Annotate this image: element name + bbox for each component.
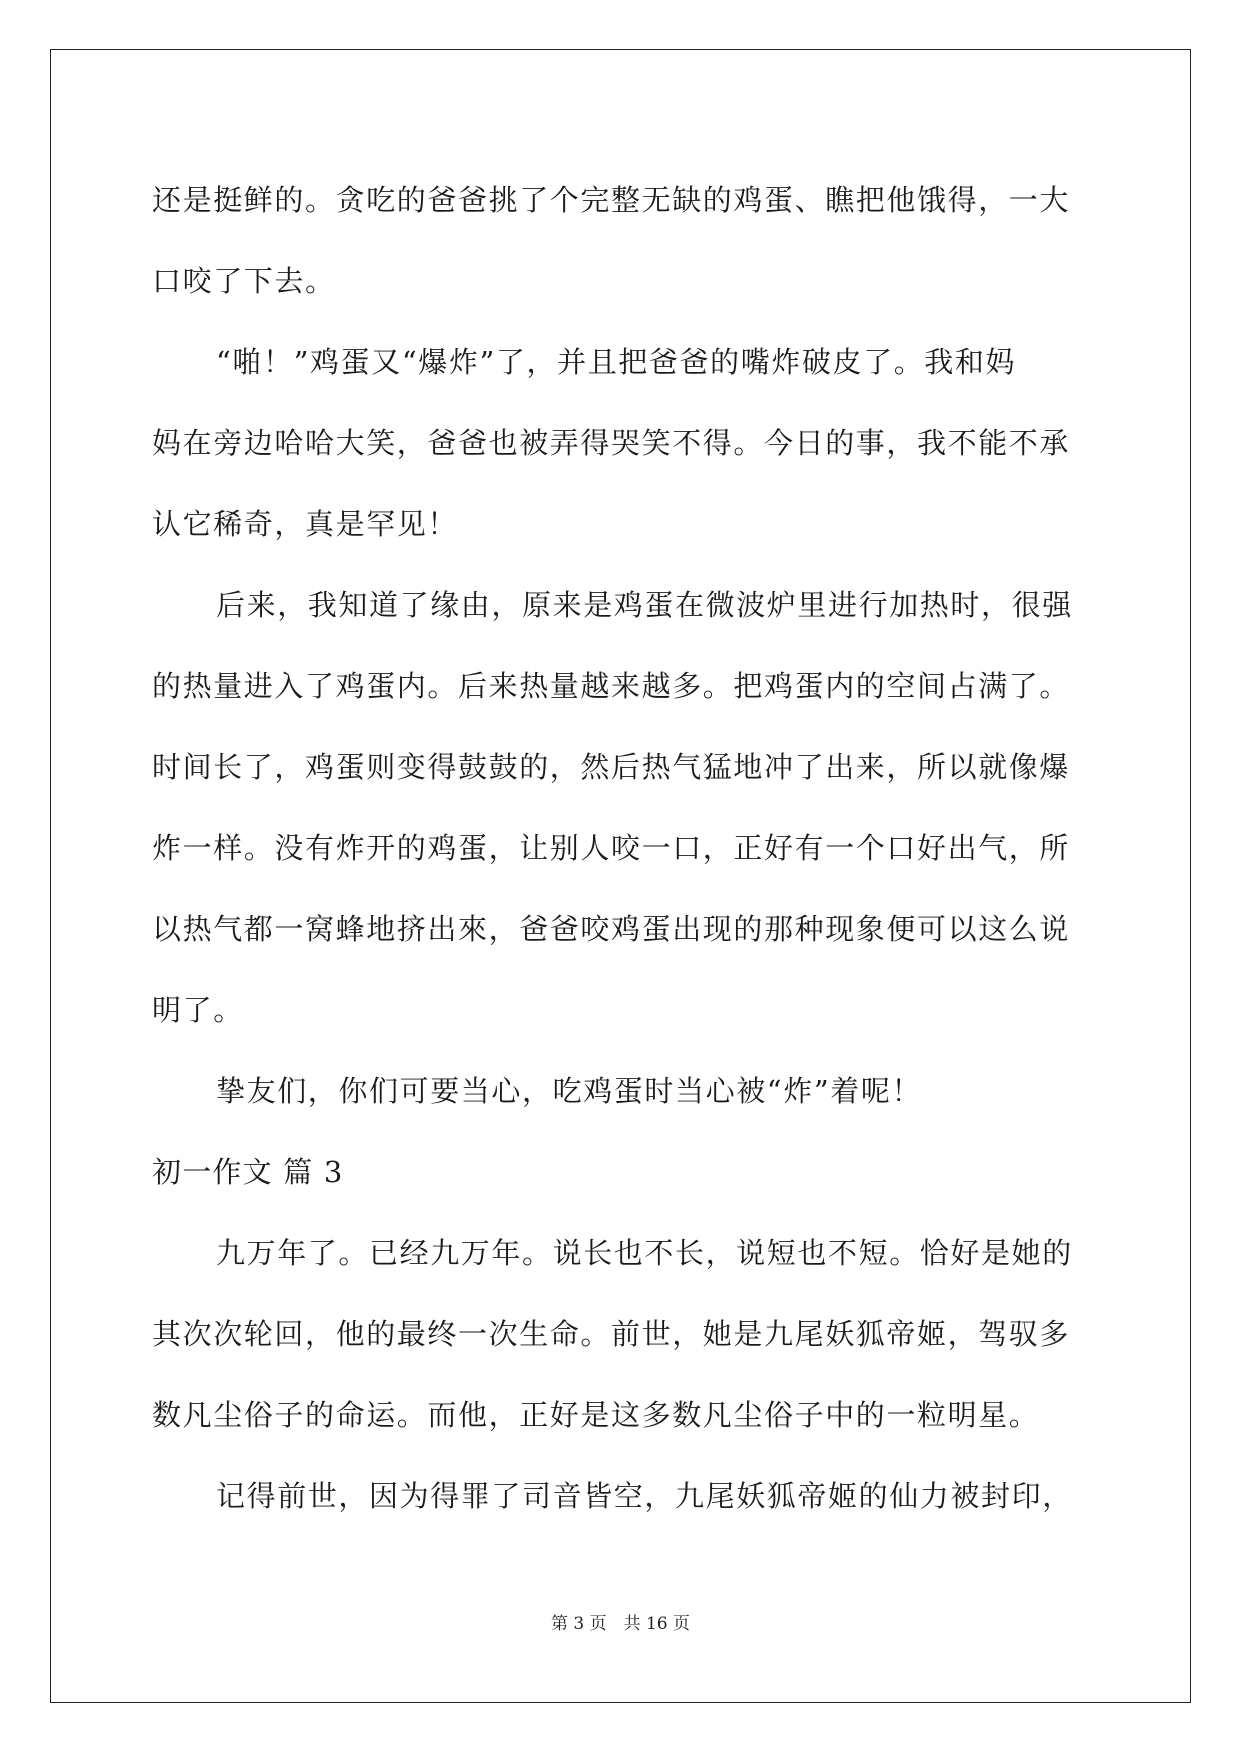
text-line: 记得前世，因为得罪了司音皆空，九尾妖狐帝姬的仙力被封印， [216, 1479, 1073, 1513]
text-line: 明了。 [152, 993, 244, 1027]
section-heading: 初一作文 篇 3 [152, 1155, 344, 1189]
text-line: 还是挺鲜的。贪吃的爸爸挑了个完整无缺的鸡蛋、瞧把他饿得，一大 [152, 183, 1071, 217]
text-line: 认它稀奇，真是罕见！ [152, 507, 459, 541]
text-line: 九万年了。已经九万年。说长也不长，说短也不短。恰好是她的 [216, 1236, 1073, 1270]
text-line: 炸一样。没有炸开的鸡蛋，让别人咬一口，正好有一个口好出气，所 [152, 831, 1071, 865]
page-footer: 第 3 页 共 16 页 [550, 1614, 691, 1634]
text-line: 时间长了，鸡蛋则变得鼓鼓的，然后热气猛地冲了出来，所以就像爆 [152, 750, 1071, 784]
text-line: 的热量进入了鸡蛋内。后来热量越来越多。把鸡蛋内的空间占满了。 [152, 669, 1071, 703]
text-line: 口咬了下去。 [152, 264, 336, 298]
text-line: 后来，我知道了缘由，原来是鸡蛋在微波炉里进行加热时，很强 [216, 588, 1073, 622]
text-line: 其次次轮回，他的最终一次生命。前世，她是九尾妖狐帝姬，驾驭多 [152, 1317, 1071, 1351]
text-line: “啪！”鸡蛋又“爆炸”了，并且把爸爸的嘴炸破皮了。我和妈 [216, 345, 1017, 379]
text-line: 挚友们，你们可要当心，吃鸡蛋时当心被“炸”着呢！ [216, 1074, 923, 1108]
text-line: 数凡尘俗子的命运。而他，正好是这多数凡尘俗子中的一粒明星。 [152, 1398, 1040, 1432]
text-line: 妈在旁边哈哈大笑，爸爸也被弄得哭笑不得。今日的事，我不能不承 [152, 426, 1071, 460]
text-line: 以热气都一窝蜂地挤出來，爸爸咬鸡蛋出现的那种现象便可以这么说 [152, 912, 1071, 946]
document-body [152, 160, 1092, 1537]
